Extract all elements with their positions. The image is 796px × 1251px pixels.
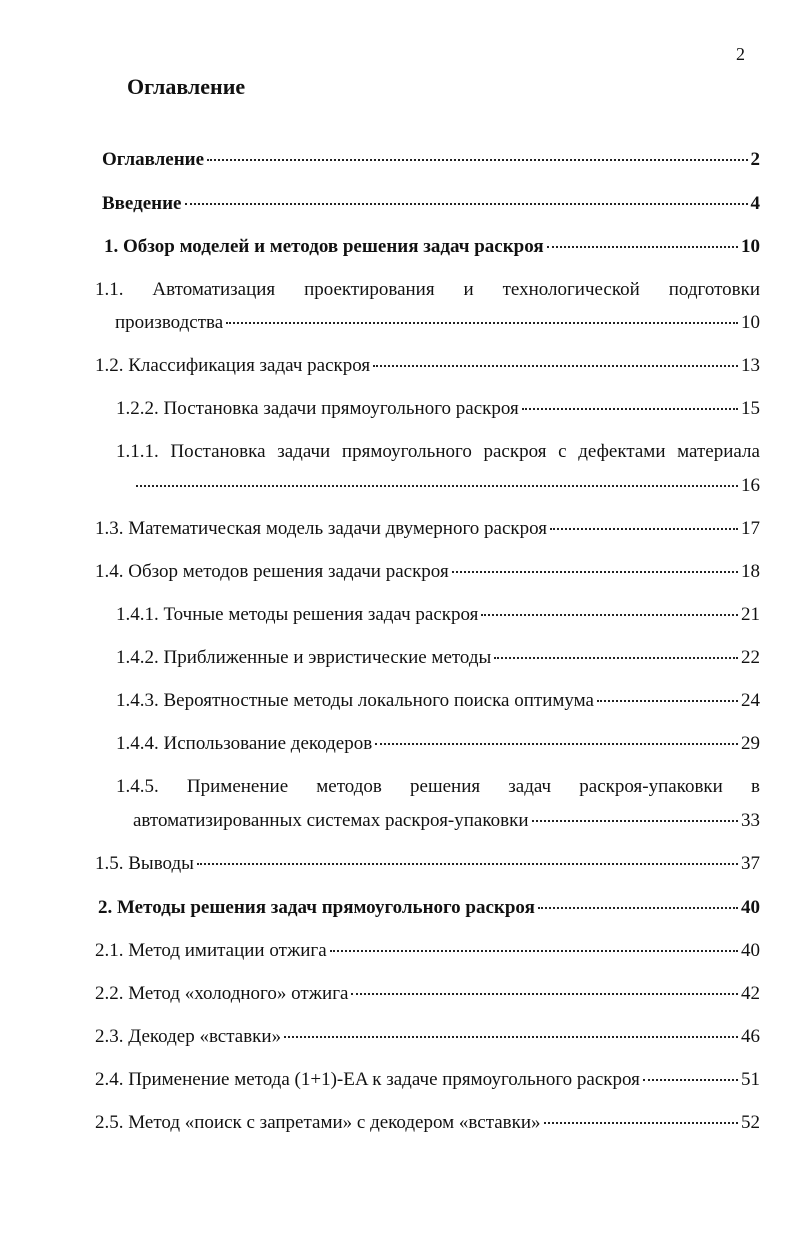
toc-entry-title: 1.3. Математическая модель задачи двумерного раскроя [95,518,548,539]
page-title: Оглавление [127,74,246,99]
toc-entry-1-4-4[interactable] [116,732,760,756]
word: 1.4.5. [116,776,159,797]
dot-leader [185,202,748,205]
dot-leader [330,949,738,952]
toc-entry-page: 33 [741,810,760,831]
toc-entry-title: 2.4. Применение метода (1+1)-EA к задаче прямоугольного раскроя [95,1069,640,1090]
toc-entry-page: 15 [741,398,760,419]
toc-entry-title: 2. Методы решения задач прямоугольного раскроя [98,897,535,918]
toc-entry-title: Введение [102,193,182,214]
toc-entry-page: 37 [741,853,760,874]
toc-entry-2-4[interactable] [95,1068,760,1092]
toc-entry-1-3[interactable] [95,517,760,541]
toc-entry-title: 2.2. Метод «холодного» отжига [95,983,349,1004]
toc-entry-2-5[interactable] [95,1111,760,1135]
toc-entry-title: 1.4.2. Приближенные и эвристические методы [116,647,492,668]
toc-entry-page: 21 [741,604,760,625]
toc-entry-1-5[interactable] [95,852,760,876]
word: материала [677,441,760,462]
toc-entry-title: 1.2. Классификация задач раскроя [95,355,371,376]
toc-entry-page: 18 [741,561,760,582]
word: задач [508,776,552,797]
word: проектирования [304,279,435,300]
toc-entry-title: производства [115,312,224,333]
page-number: 2 [736,44,745,64]
dot-leader [544,1121,738,1124]
word: Применение [186,776,289,797]
dot-leader [373,364,738,367]
toc-entry-introduction[interactable] [102,192,760,216]
toc-entry-page: 29 [741,733,760,754]
toc-entry-1-1-line2[interactable] [115,311,760,335]
word: Постановка [170,441,266,462]
toc-entry-title: 2.1. Метод имитации отжига [95,940,327,961]
toc-entry-page: 22 [741,647,760,668]
word: прямоугольного [341,441,472,462]
dot-leader [538,906,738,909]
dot-leader [522,407,738,410]
toc-entry-1-1-1-line2[interactable] [133,474,760,498]
toc-entry-page: 13 [741,355,760,376]
word: подготовки [668,279,760,300]
toc-entry-page: 4 [750,193,760,214]
word: раскроя-упаковки [579,776,723,797]
toc-entry-page: 51 [741,1069,760,1090]
dot-leader [197,862,738,865]
toc-entry-1-4-2[interactable] [116,646,760,670]
word: раскроя [483,441,547,462]
toc-entry-page: 10 [741,236,760,257]
toc-entry-1-1-1-line1[interactable] [116,440,760,464]
toc-entry-contents[interactable] [102,148,760,172]
toc-entry-chapter-1[interactable] [104,235,760,259]
toc-entry-title: 1.4. Обзор методов решения задачи раскроя [95,561,449,582]
toc-entry-1-1-line1[interactable] [95,278,760,302]
dot-leader [284,1035,738,1038]
dot-leader [532,819,739,822]
toc-entry-1-4-5-line2[interactable] [133,809,760,833]
toc-entry-page: 10 [741,312,760,333]
toc-entry-page: 42 [741,983,760,1004]
dot-leader [550,527,738,530]
word: технологической [502,279,640,300]
word: и [463,279,474,300]
toc-entry-title: 1. Обзор моделей и методов решения задач раскроя [104,236,544,257]
toc-entry-title: 2.3. Декодер «вставки» [95,1026,282,1047]
toc-entry-page: 40 [741,897,760,918]
dot-leader [452,570,738,573]
toc-entry-title: 1.4.3. Вероятностные методы локального поиска оптимума [116,690,594,711]
toc-entry-title: 1.4.1. Точные методы решения задач раскроя [116,604,479,625]
toc-entry-2-3[interactable] [95,1025,760,1049]
toc-entry-page: 52 [741,1112,760,1133]
dot-leader [643,1078,738,1081]
toc-entry-title: автоматизированных системах раскроя-упаковки [133,810,529,831]
toc-entry-1-4-1[interactable] [116,603,760,627]
toc-entry-page: 16 [741,475,760,496]
toc-entry-title: 1.2.2. Постановка задачи прямоугольного раскроя [116,398,519,419]
toc-entry-page: 17 [741,518,760,539]
toc-entry-title: 1.4.4. Использование декодеров [116,733,373,754]
toc-entry-1-4[interactable] [95,560,760,584]
toc-entry-chapter-2[interactable] [98,896,760,920]
word: дефектами [578,441,666,462]
toc-entry-1-2[interactable] [95,354,760,378]
dot-leader [375,742,738,745]
toc-entry-2-2[interactable] [95,982,760,1006]
toc-entry-1-4-5-line1[interactable] [116,775,760,799]
word: методов [316,776,382,797]
dot-leader [494,656,738,659]
dot-leader [597,699,738,702]
toc-entry-page: 24 [741,690,760,711]
toc-entry-page: 40 [741,940,760,961]
toc-entry-title: 1.5. Выводы [95,853,194,874]
word: Автоматизация [152,279,276,300]
toc-entry-2-1[interactable] [95,939,760,963]
toc-entry-1-2-2[interactable] [116,397,760,421]
word: с [558,441,567,462]
word: 1.1.1. [116,441,159,462]
toc-entry-page: 46 [741,1026,760,1047]
dot-leader [207,158,747,161]
dot-leader [351,992,738,995]
toc-entry-1-4-3[interactable] [116,689,760,713]
dot-leader [226,321,738,324]
dot-leader [136,484,738,487]
toc-entry-title: 2.5. Метод «поиск с запретами» с декодером «вставки» [95,1112,541,1133]
word: в [750,776,760,797]
word: задачи [277,441,331,462]
word: решения [410,776,481,797]
toc-entry-title: Оглавление [102,149,205,170]
word: 1.1. [95,279,124,300]
toc-entry-page: 2 [750,149,760,170]
dot-leader [547,245,738,248]
dot-leader [481,613,738,616]
